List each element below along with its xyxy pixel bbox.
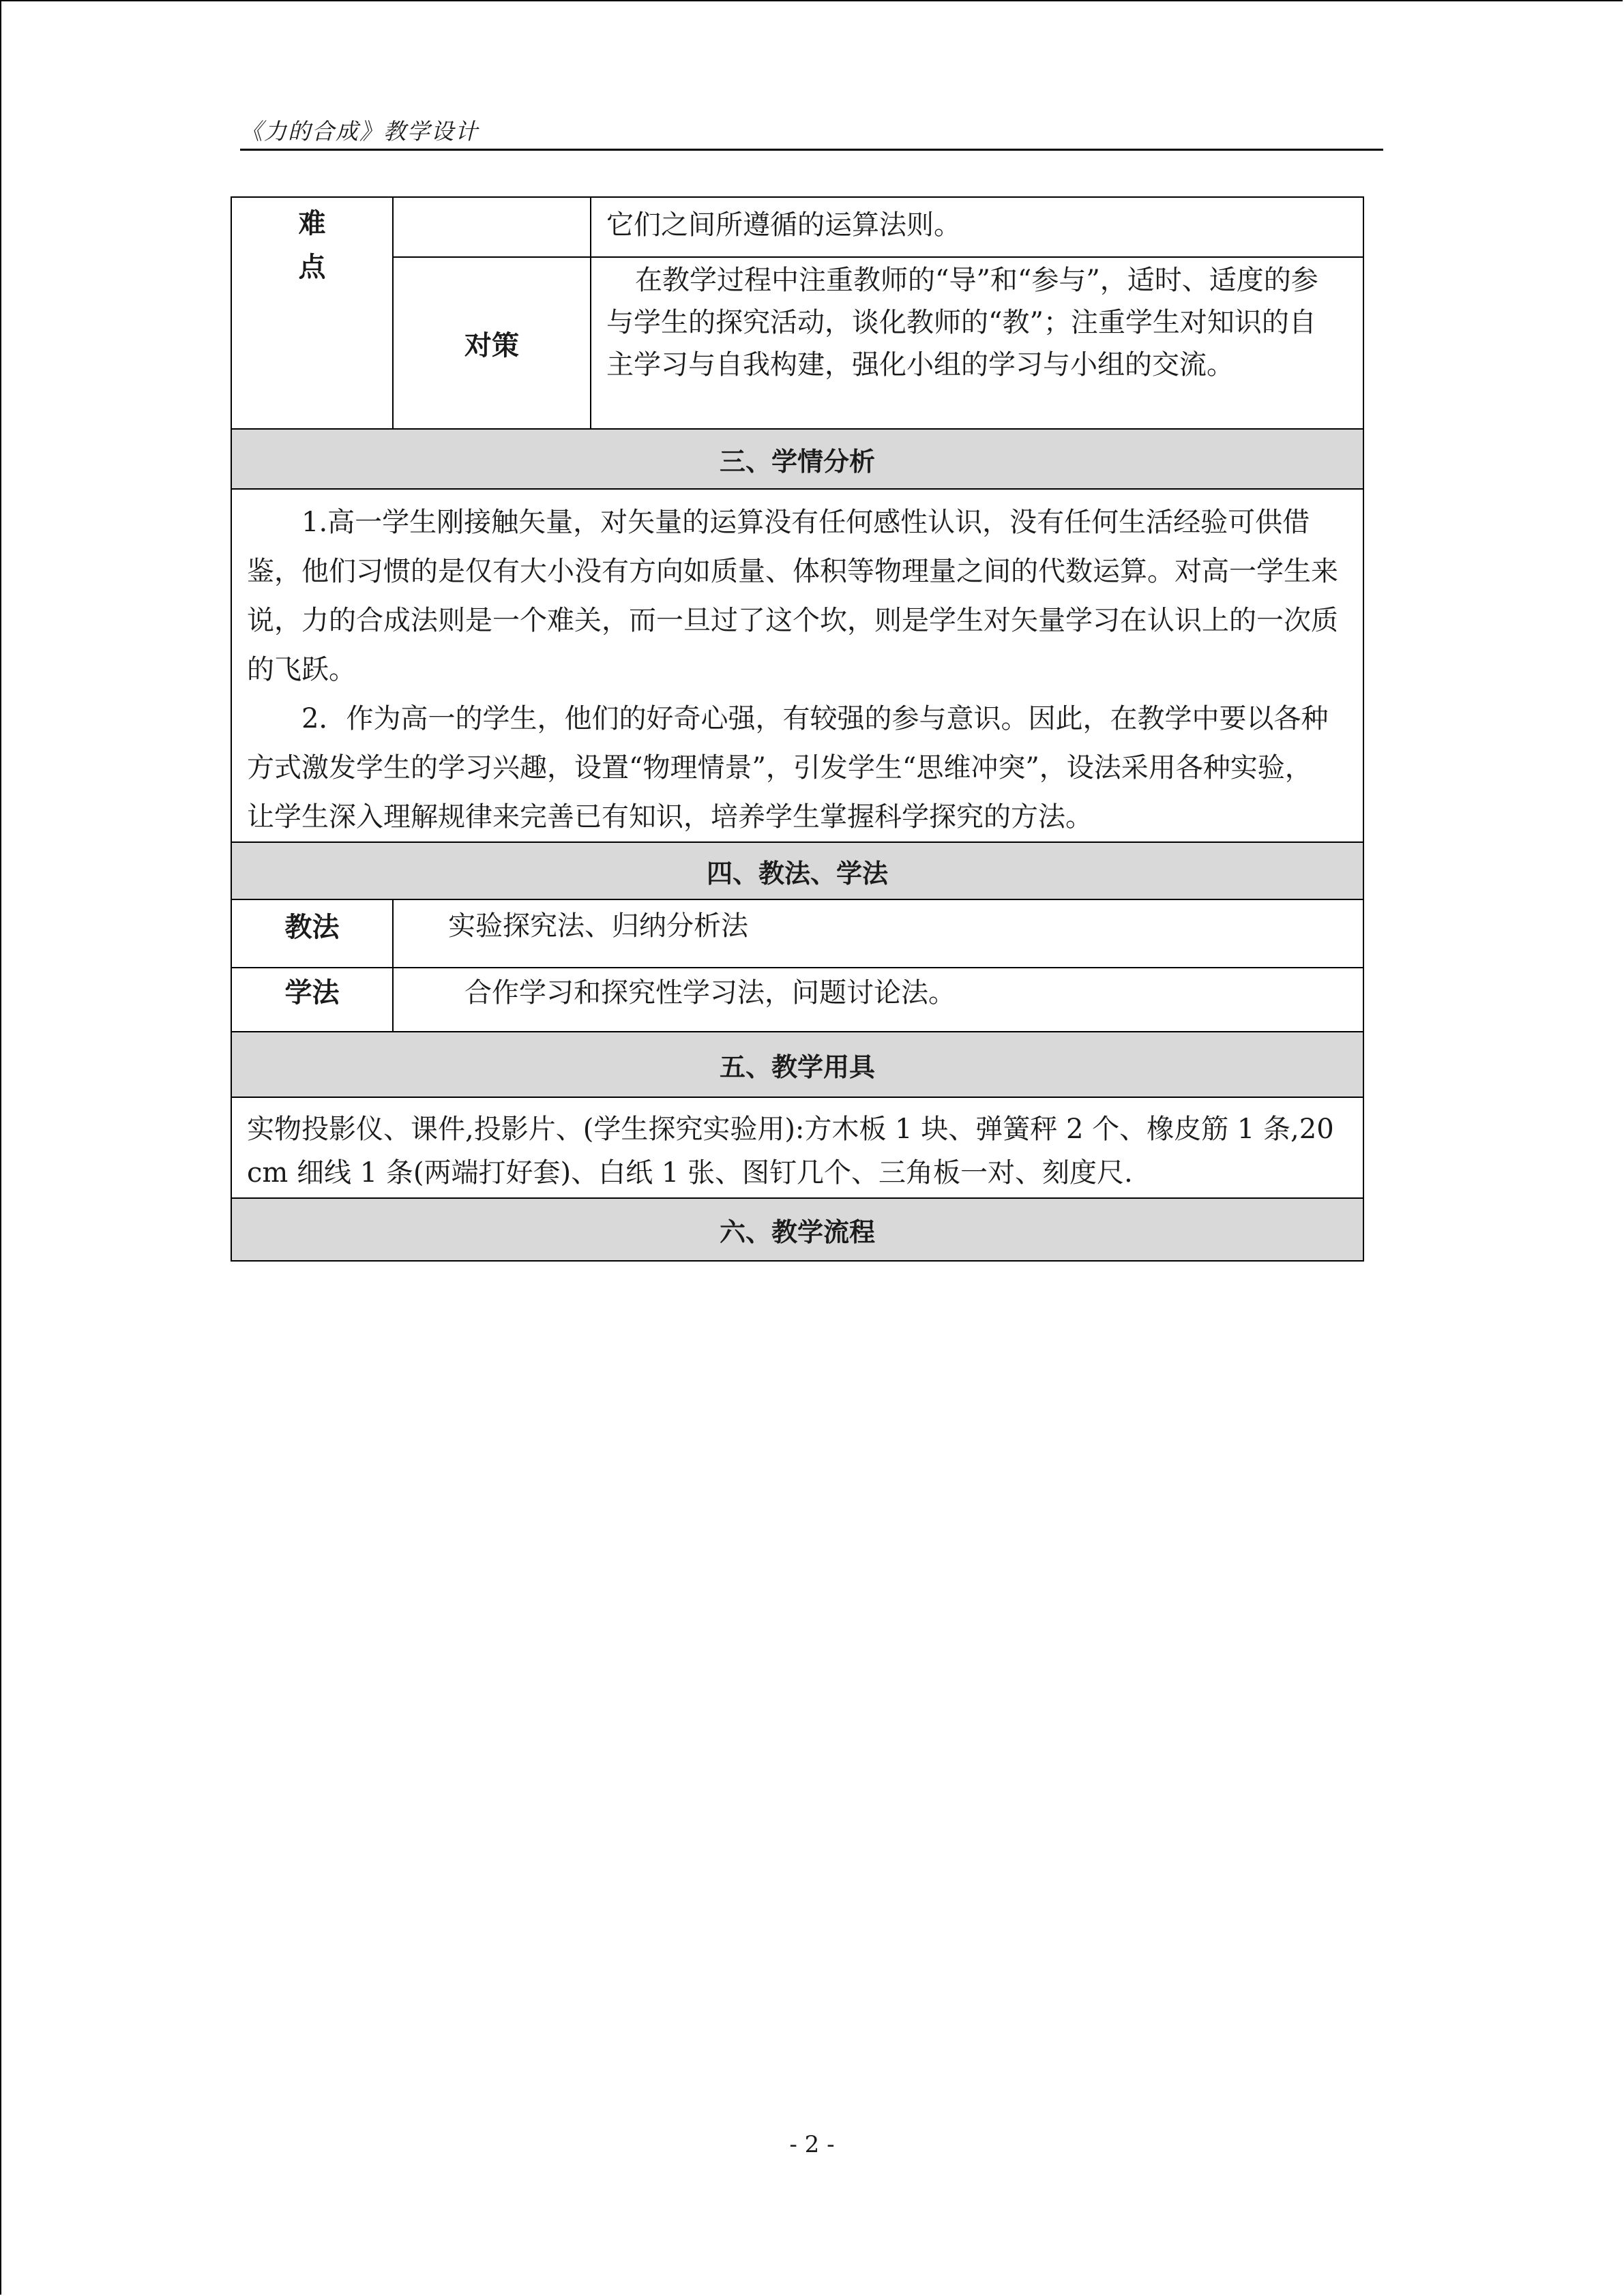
teaching-method-row	[231, 899, 1363, 968]
header-title: 《力的合成》教学设计	[240, 118, 479, 145]
difficulty-row	[231, 197, 1363, 257]
learning-method-row	[231, 968, 1363, 1032]
section6-title: 六、教学流程	[231, 1198, 1363, 1261]
section5-title: 五、教学用具	[231, 1032, 1363, 1097]
section6-header-row	[231, 1198, 1363, 1261]
strategy-label: 对策	[393, 257, 591, 429]
strategy-text-cell	[591, 257, 1363, 429]
section5-body-row	[231, 1097, 1363, 1198]
section3-header-row	[231, 429, 1363, 489]
section5-header-row	[231, 1032, 1363, 1097]
page-header	[240, 115, 1383, 151]
section3-body	[231, 489, 1363, 842]
page-number: - 2 -	[789, 2131, 835, 2158]
teaching-method-label: 教法	[231, 899, 393, 968]
difficulty-label: 难 点	[231, 197, 393, 429]
learning-method-label: 学法	[231, 968, 393, 1032]
section3-title: 三、学情分析	[231, 429, 1363, 489]
section5-text: 实物投影仪、课件,投影片、(学生探究实验用):方木板 1 块、弹簧秤 2 个、橡皮筋 1 条,20 cm 细线 1 条(两端打好套)、白纸 1 张、图钉几个、三角板一对、刻度尺.	[231, 1097, 1363, 1198]
difficulty-continued-text: 它们之间所遵循的运算法则。	[591, 197, 1363, 257]
empty-cell	[393, 197, 591, 257]
teaching-method-text: 实验探究法、归纳分析法	[393, 899, 1363, 968]
page-footer	[0, 2131, 1624, 2158]
section4-header-row	[231, 842, 1363, 899]
lesson-plan-table	[231, 196, 1364, 1262]
section3-body-row	[231, 489, 1363, 842]
strategy-row	[231, 257, 1363, 429]
strategy-text: 在教学过程中注重教师的“导”和“参与”，适时、适度的参与学生的探究活动，谈化教师的“教”；注重学生对知识的自主学习与自我构建，强化小组的学习与小组的交流。	[606, 265, 1318, 381]
section3-para1: 1.高一学生刚接触矢量，对矢量的运算没有任何感性认识，没有任何生活经验可供借鉴，他们习惯的是仅有大小没有方向如质量、体积等物理量之间的代数运算。对高一学生来说，力的合成法则是一个难关，而一旦过了这个坎，则是学生对矢量学习在认识上的一次质的飞跃。	[247, 507, 1338, 685]
learning-method-text: 合作学习和探究性学习法，问题讨论法。	[393, 968, 1363, 1032]
section3-para2: 2．作为高一的学生，他们的好奇心强，有较强的参与意识。因此，在教学中要以各种方式激发学生的学习兴趣，设置“物理情景”，引发学生“思维冲突”，设法采用各种实验，让学生深入理解规律来完善已有知识，培养学生掌握科学探究的方法。	[247, 703, 1329, 833]
section4-title: 四、教法、学法	[231, 842, 1363, 899]
